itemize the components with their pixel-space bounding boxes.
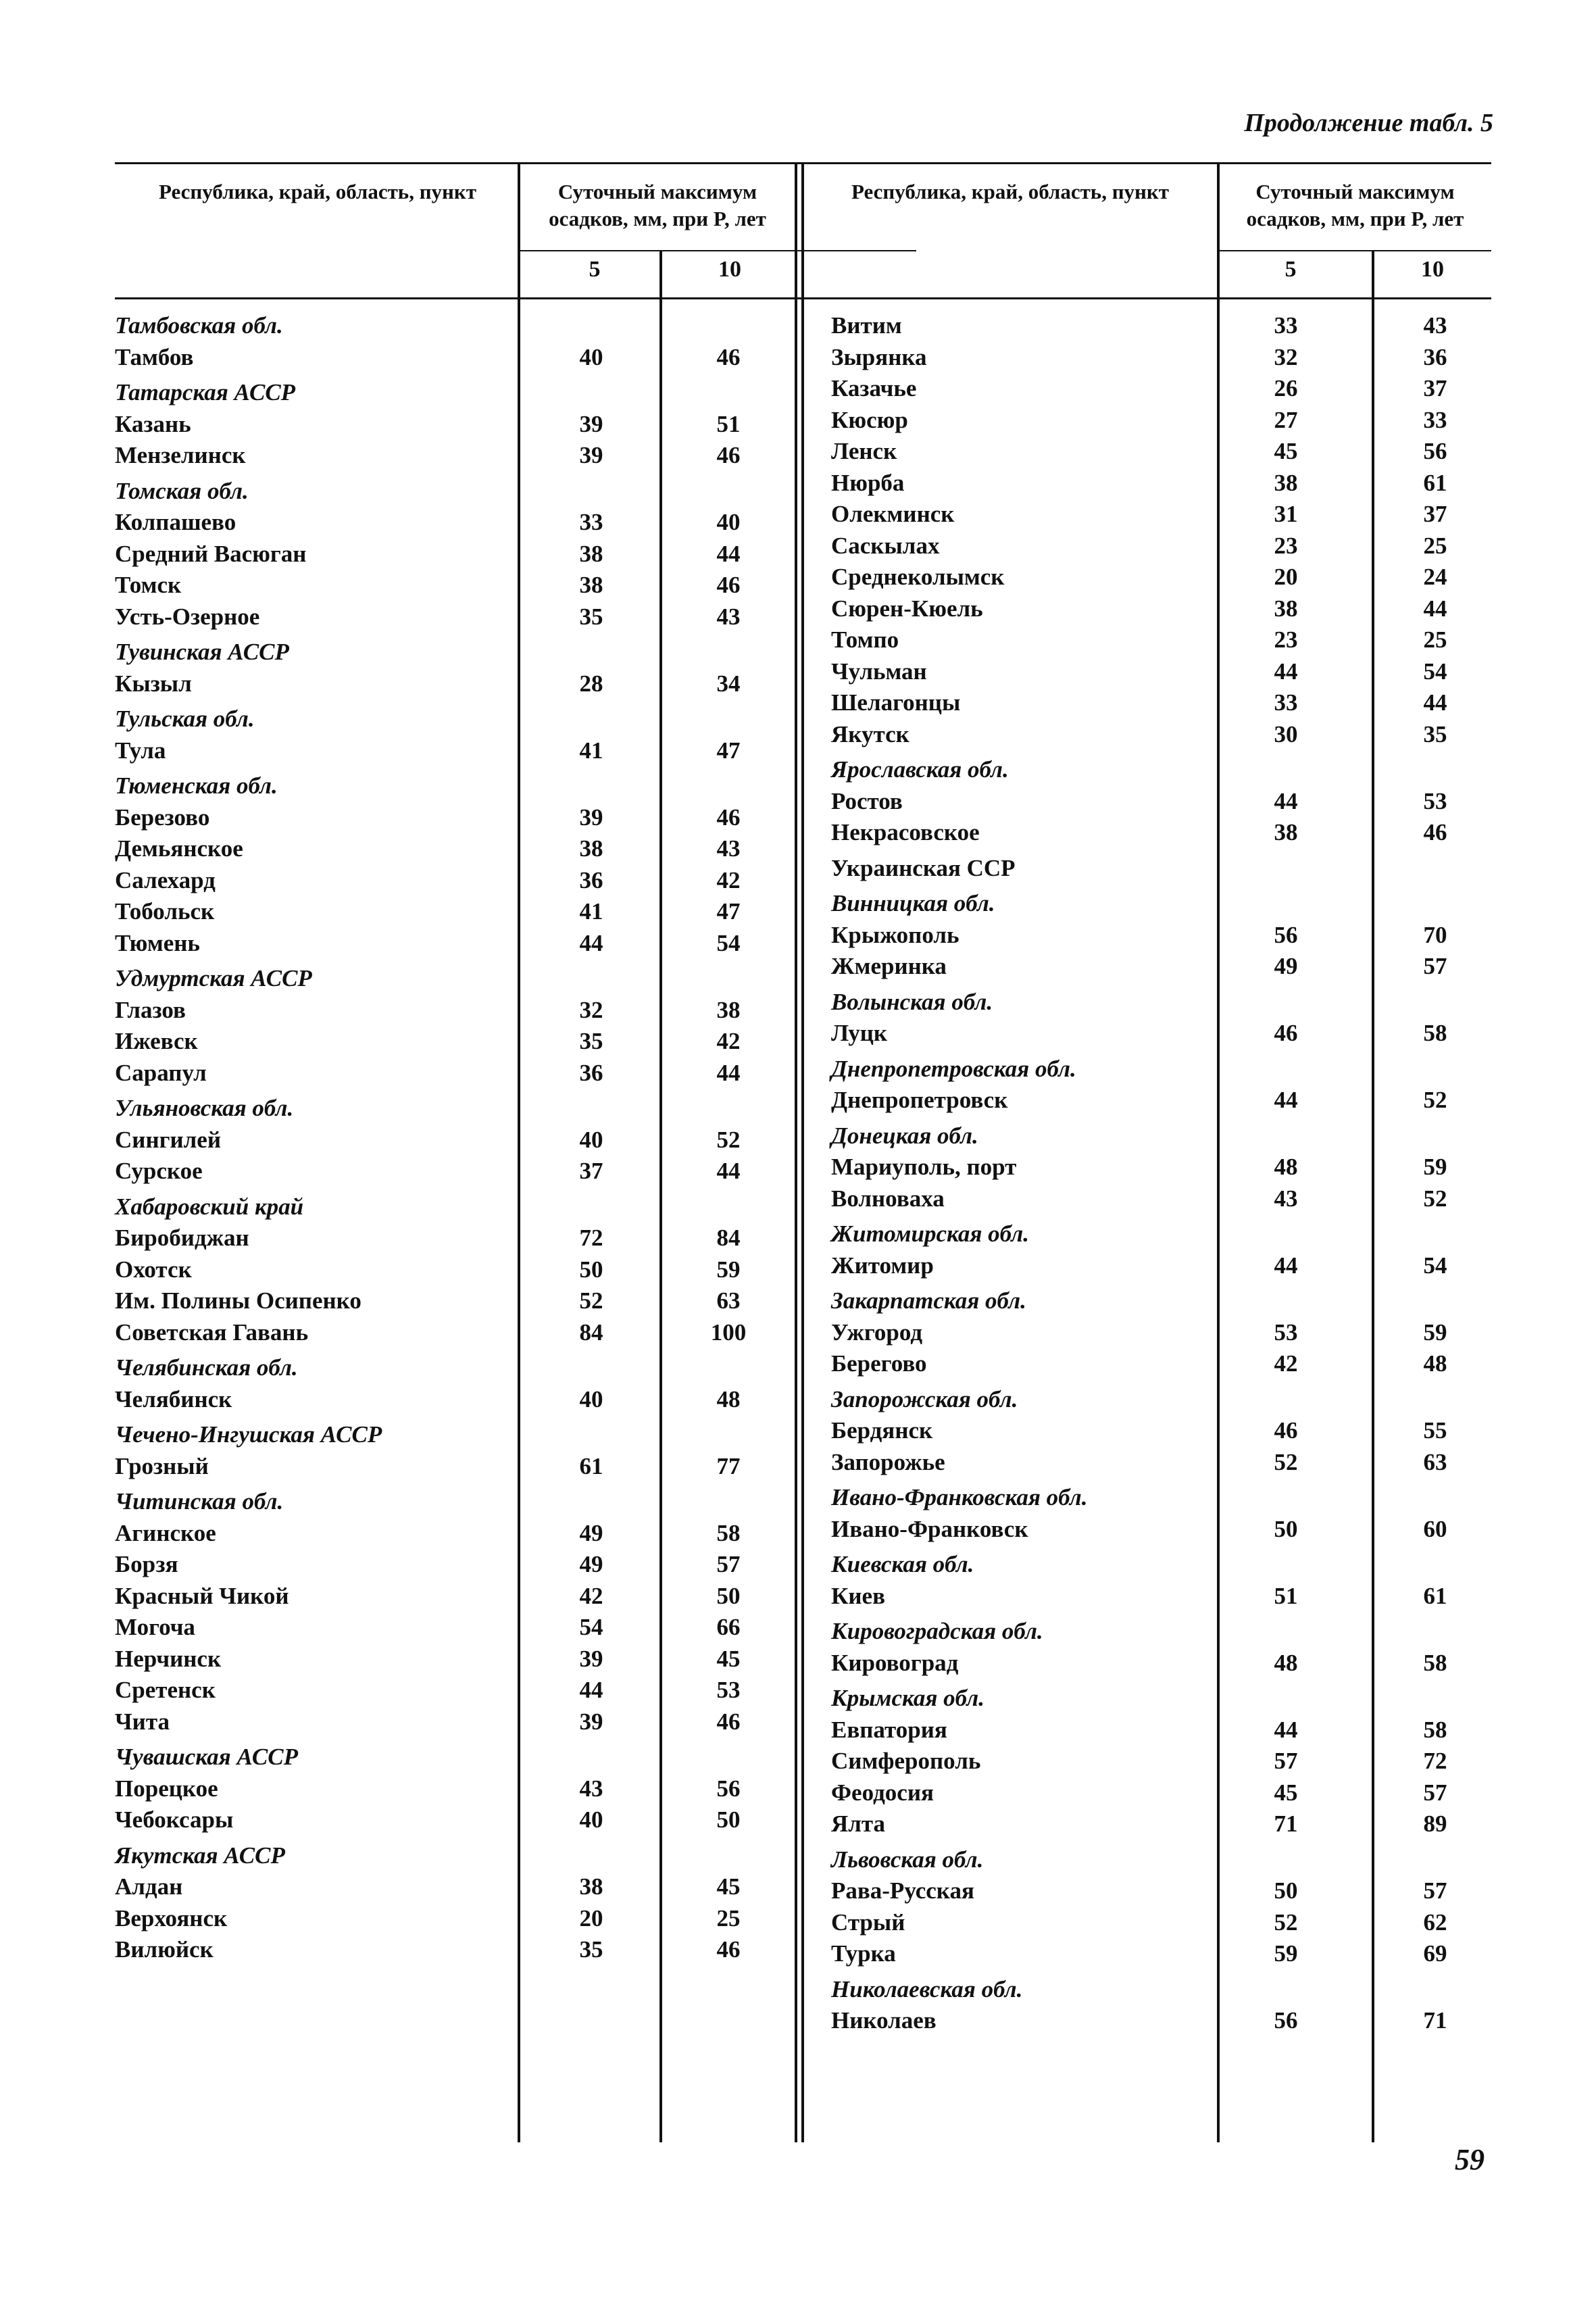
station-name: Сюрен-Кюель [831,595,983,622]
value-p10: 57 [716,1551,741,1577]
value-p5: 40 [579,1385,603,1412]
value-p5: 61 [579,1452,603,1479]
station-name: Чульман [831,658,927,685]
value-p5: 30 [1274,720,1298,747]
value-p5: 49 [1274,953,1298,979]
subheader-rule-left [519,250,916,251]
value-p10: 55 [1423,1417,1447,1444]
value-p5: 40 [579,1806,603,1833]
region-name: Ульяновская обл. [115,1095,294,1121]
station-name: Мензелинск [115,442,246,468]
region-name: Тюменская обл. [115,772,278,799]
station-name: Волноваха [831,1185,945,1212]
value-p5: 41 [579,737,603,764]
value-p10: 42 [716,866,741,893]
station-name: Агинское [115,1519,216,1546]
value-p10: 37 [1423,375,1447,401]
value-p5: 23 [1274,532,1298,559]
station-name: Саскылах [831,532,940,559]
region-name: Винницкая обл. [831,890,995,916]
station-name: Усть-Озерное [115,603,260,630]
station-name: Казань [115,410,191,437]
value-p10: 46 [716,442,741,468]
station-name: Советская Гавань [115,1319,309,1346]
value-p10: 25 [1423,626,1447,653]
value-p5: 43 [1274,1185,1298,1212]
station-name: Красный Чикой [115,1582,289,1609]
value-p10: 52 [1423,1087,1447,1113]
value-p5: 44 [1274,1252,1298,1279]
value-p5: 28 [579,670,603,697]
station-name: Нерчинск [115,1645,222,1672]
value-p10: 47 [716,737,741,764]
value-p5: 33 [579,509,603,535]
left-p-divider [659,250,662,2142]
station-name: Олекминск [831,501,955,527]
value-p10: 54 [1423,658,1447,685]
value-p10: 100 [710,1319,747,1346]
station-name: Житомир [831,1252,934,1279]
value-p10: 58 [1423,1716,1447,1743]
region-name: Тульская обл. [115,706,255,732]
value-p5: 50 [579,1256,603,1283]
value-p5: 38 [1274,819,1298,845]
value-p5: 38 [1274,469,1298,496]
region-name: Хабаровский край [115,1193,304,1220]
station-name: Зырянка [831,343,927,370]
value-p10: 43 [1423,312,1447,339]
station-name: Могоча [115,1614,195,1640]
value-p10: 58 [716,1519,741,1546]
value-p5: 53 [1274,1319,1298,1346]
value-p10: 59 [716,1256,741,1283]
value-p5: 42 [1274,1350,1298,1377]
station-name: Тула [115,737,166,764]
region-name: Чувашская АССР [115,1744,298,1770]
station-name: Крыжополь [831,921,959,948]
value-p10: 45 [716,1873,741,1900]
value-p5: 39 [579,442,603,468]
station-name: Чита [115,1708,170,1735]
station-name: Порецкое [115,1775,218,1802]
value-p10: 53 [716,1677,741,1703]
station-name: Тамбов [115,343,194,370]
station-name: Сарапул [115,1059,207,1086]
value-p10: 57 [1423,953,1447,979]
value-p10: 56 [716,1775,741,1802]
header-p10-left: 10 [718,257,741,282]
value-p5: 59 [1274,1940,1298,1967]
value-p10: 54 [1423,1252,1447,1279]
region-name: Томская обл. [115,477,249,504]
station-name: Некрасовское [831,819,980,845]
value-p5: 50 [1274,1877,1298,1904]
value-p10: 50 [716,1806,741,1833]
station-name: Среднеколымск [831,564,1005,590]
region-name: Киевская обл. [831,1551,974,1577]
station-name: Вилюйск [115,1936,214,1963]
value-p5: 23 [1274,626,1298,653]
station-name: Верхоянск [115,1904,228,1931]
station-name: Челябинск [115,1385,232,1412]
value-p5: 40 [579,343,603,370]
value-p10: 57 [1423,1779,1447,1806]
value-p10: 48 [1423,1350,1447,1377]
value-p5: 49 [579,1519,603,1546]
station-name: Якутск [831,720,909,747]
center-double-rule-a [795,162,797,2142]
station-name: Им. Полины Осипенко [115,1287,361,1314]
value-p5: 39 [579,804,603,831]
value-p10: 60 [1423,1515,1447,1542]
station-name: Ивано-Франковск [831,1515,1028,1542]
value-p10: 63 [716,1287,741,1314]
value-p5: 45 [1274,438,1298,464]
station-name: Сингилей [115,1126,222,1153]
value-p10: 36 [1423,343,1447,370]
continuation-label: Продолжение табл. 5 [1244,109,1493,137]
station-name: Ленск [831,438,897,464]
value-p5: 52 [1274,1909,1298,1936]
value-p5: 46 [1274,1020,1298,1046]
station-name: Ижевск [115,1028,198,1054]
station-name: Рава-Русская [831,1877,974,1904]
value-p10: 48 [716,1385,741,1412]
value-p10: 46 [716,1936,741,1963]
station-name: Мариуполь, порт [831,1154,1017,1180]
value-p10: 46 [716,572,741,598]
region-name: Татарская АССР [115,379,296,405]
station-name: Салехард [115,866,216,893]
value-p10: 46 [716,1708,741,1735]
value-p5: 37 [579,1158,603,1184]
region-name: Удмуртская АССР [115,965,312,991]
station-name: Сурское [115,1158,203,1184]
station-name: Ялта [831,1811,886,1837]
center-double-rule-b [801,162,804,2142]
station-name: Алдан [115,1873,183,1900]
value-p5: 49 [579,1551,603,1577]
station-name: Витим [831,312,902,339]
value-p10: 45 [716,1645,741,1672]
value-p5: 33 [1274,312,1298,339]
region-name: Тувинская АССР [115,639,289,665]
value-p5: 44 [1274,1716,1298,1743]
value-p5: 46 [1274,1417,1298,1444]
value-p10: 40 [716,509,741,535]
station-name: Феодосия [831,1779,934,1806]
value-p5: 38 [1274,595,1298,622]
region-name: Донецкая обл. [831,1122,978,1149]
value-p5: 44 [579,929,603,956]
value-p5: 56 [1274,2007,1298,2034]
value-p5: 52 [579,1287,603,1314]
value-p10: 35 [1423,720,1447,747]
value-p10: 43 [716,835,741,862]
station-name: Томпо [831,626,899,653]
value-p10: 58 [1423,1649,1447,1676]
region-name: Волынская обл. [831,988,993,1015]
value-p10: 47 [716,898,741,925]
value-p5: 44 [1274,787,1298,814]
value-p5: 43 [579,1775,603,1802]
station-name: Борзя [115,1551,178,1577]
region-name: Крымская обл. [831,1685,984,1711]
value-p5: 20 [579,1904,603,1931]
region-name: Читинская обл. [115,1488,284,1515]
value-p5: 44 [1274,658,1298,685]
value-p10: 84 [716,1225,741,1251]
value-p10: 89 [1423,1811,1447,1837]
station-name: Томск [115,572,182,598]
station-name: Кировоград [831,1649,959,1676]
right-region-divider [1217,162,1220,2142]
value-p10: 51 [716,410,741,437]
value-p5: 51 [1274,1582,1298,1609]
value-p10: 59 [1423,1154,1447,1180]
station-name: Днепропетровск [831,1087,1008,1113]
value-p5: 40 [579,1126,603,1153]
value-p10: 44 [716,1158,741,1184]
value-p5: 39 [579,1645,603,1672]
value-p5: 36 [579,866,603,893]
station-name: Чебоксары [115,1806,234,1833]
value-p10: 54 [716,929,741,956]
station-name: Демьянское [115,835,243,862]
region-name: Челябинская обл. [115,1354,298,1381]
station-name: Кюсюр [831,406,908,433]
value-p10: 69 [1423,1940,1447,1967]
station-name: Нюрба [831,469,905,496]
value-p5: 50 [1274,1515,1298,1542]
station-name: Ростов [831,787,903,814]
region-name: Днепропетровская обл. [831,1055,1076,1082]
value-p10: 37 [1423,501,1447,527]
value-p10: 38 [716,996,741,1023]
region-name: Житомирская обл. [831,1221,1029,1247]
value-p10: 70 [1423,921,1447,948]
value-p5: 45 [1274,1779,1298,1806]
station-name: Березово [115,804,210,831]
value-p10: 52 [1423,1185,1447,1212]
value-p10: 43 [716,603,741,630]
header-p5-right: 5 [1285,257,1297,282]
value-p5: 44 [579,1677,603,1703]
value-p5: 26 [1274,375,1298,401]
value-p5: 48 [1274,1649,1298,1676]
value-p10: 56 [1423,438,1447,464]
value-p10: 62 [1423,1909,1447,1936]
station-name: Стрый [831,1909,905,1936]
value-p5: 42 [579,1582,603,1609]
value-p10: 44 [716,1059,741,1086]
station-name: Средний Васюган [115,540,307,567]
value-p5: 48 [1274,1154,1298,1180]
value-p10: 59 [1423,1319,1447,1346]
value-p5: 44 [1274,1087,1298,1113]
value-p5: 38 [579,835,603,862]
value-p10: 63 [1423,1448,1447,1475]
value-p10: 34 [716,670,741,697]
station-name: Николаев [831,2007,937,2034]
value-p10: 57 [1423,1877,1447,1904]
value-p5: 72 [579,1225,603,1251]
value-p5: 31 [1274,501,1298,527]
value-p10: 50 [716,1582,741,1609]
value-p5: 56 [1274,921,1298,948]
value-p10: 61 [1423,469,1447,496]
value-p5: 84 [579,1319,603,1346]
value-p5: 41 [579,898,603,925]
value-p5: 54 [579,1614,603,1640]
left-region-divider [518,162,520,2142]
region-name: Ярославская обл. [831,756,1009,783]
value-p5: 27 [1274,406,1298,433]
value-p5: 52 [1274,1448,1298,1475]
station-name: Жмеринка [831,953,947,979]
value-p5: 38 [579,572,603,598]
station-name: Шелагонцы [831,689,961,716]
station-name: Глазов [115,996,186,1023]
value-p5: 35 [579,1028,603,1054]
station-name: Тюмень [115,929,200,956]
station-name: Колпашево [115,509,236,535]
header-region-right: Республика, край, область, пункт [851,180,1170,203]
value-p10: 44 [716,540,741,567]
station-name: Турка [831,1940,896,1967]
header-region-left: Республика, край, область, пункт [158,180,477,203]
value-p10: 33 [1423,406,1447,433]
region-name: Запорожская обл. [831,1385,1018,1412]
value-p10: 66 [716,1614,741,1640]
value-p5: 35 [579,1936,603,1963]
header-max-left: Суточный максимум осадков, мм, при P, лет [549,180,766,230]
value-p10: 46 [716,343,741,370]
value-p10: 72 [1423,1748,1447,1774]
value-p10: 52 [716,1126,741,1153]
subheader-rule-right [1218,250,1491,251]
page-number: 59 [1455,2143,1485,2176]
station-name: Симферополь [831,1748,981,1774]
region-name: Якутская АССР [115,1842,285,1869]
header-p5-left: 5 [589,257,601,282]
region-name: Николаевская обл. [831,1975,1023,2002]
station-name: Сретенск [115,1677,216,1703]
station-name: Евпатория [831,1716,947,1743]
value-p10: 71 [1423,2007,1447,2034]
value-p10: 25 [1423,532,1447,559]
station-name: Берегово [831,1350,927,1377]
value-p5: 35 [579,603,603,630]
value-p5: 38 [579,540,603,567]
station-name: Запорожье [831,1448,945,1475]
right-p-divider [1372,250,1374,2142]
station-name: Бердянск [831,1417,933,1444]
value-p10: 53 [1423,787,1447,814]
region-name: Тамбовская обл. [115,312,283,339]
value-p10: 61 [1423,1582,1447,1609]
value-p10: 77 [716,1452,741,1479]
station-name: Ужгород [831,1319,923,1346]
value-p5: 32 [579,996,603,1023]
station-name: Киев [831,1582,885,1609]
value-p5: 32 [1274,343,1298,370]
region-name: Кировоградская обл. [831,1618,1043,1644]
value-p5: 39 [579,1708,603,1735]
region-name: Закарпатская обл. [831,1287,1026,1314]
station-name: Луцк [831,1020,888,1046]
value-p5: 38 [579,1873,603,1900]
value-p5: 36 [579,1059,603,1086]
station-name: Кызыл [115,670,192,697]
region-name: Ивано-Франковская обл. [831,1484,1088,1510]
value-p5: 33 [1274,689,1298,716]
value-p10: 46 [716,804,741,831]
value-p5: 39 [579,410,603,437]
station-name: Тобольск [115,898,215,925]
value-p5: 20 [1274,564,1298,590]
region-name: Чечено-Ингушская АССР [115,1421,382,1448]
value-p10: 44 [1423,689,1447,716]
station-name: Биробиджан [115,1225,249,1251]
region-name: Львовская обл. [831,1846,984,1873]
header-max-right: Суточный максимум осадков, мм, при P, лет [1246,180,1464,230]
precipitation-table [115,162,1491,2142]
station-name: Охотск [115,1256,192,1283]
station-name: Казачье [831,375,917,401]
value-p10: 46 [1423,819,1447,845]
value-p10: 25 [716,1904,741,1931]
station-name: Грозный [115,1452,209,1479]
value-p5: 71 [1274,1811,1298,1837]
header-p10-right: 10 [1421,257,1444,282]
value-p10: 42 [716,1028,741,1054]
value-p10: 24 [1423,564,1447,590]
region-name: Украинская ССР [831,854,1016,881]
value-p5: 57 [1274,1748,1298,1774]
value-p10: 44 [1423,595,1447,622]
value-p10: 58 [1423,1020,1447,1046]
